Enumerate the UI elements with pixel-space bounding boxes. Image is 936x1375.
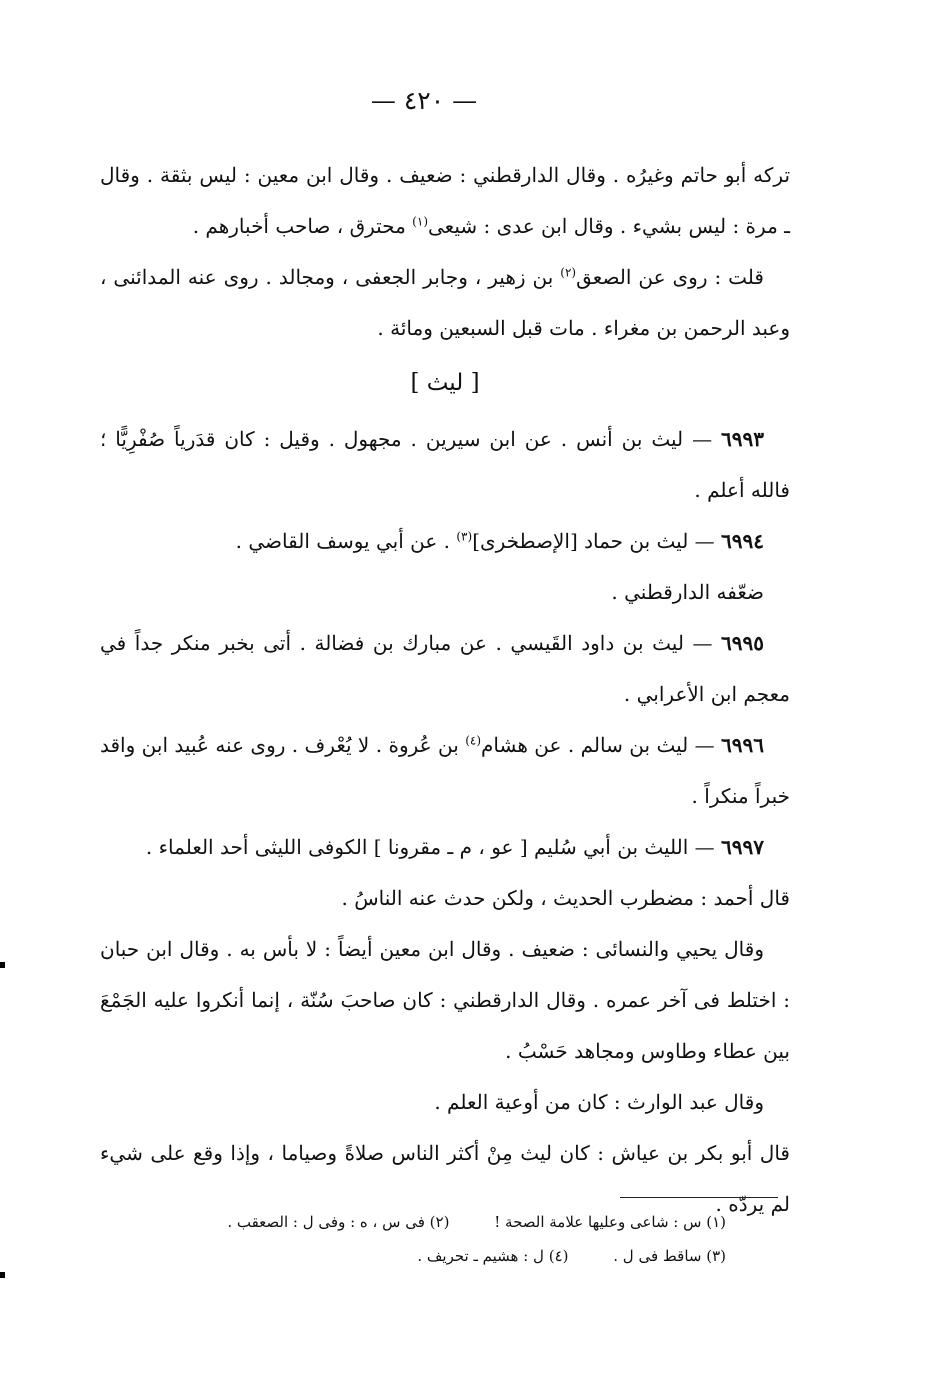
text-line: بن زهير ، وجابر الجعفى ، ومجالد . روى عنه المدائنى ، وعبد الرحمن بن مغراء . مات قبل السبعين ومائة . bbox=[100, 265, 790, 340]
entry-text: . عن أبي يوسف القاضي . bbox=[235, 529, 450, 553]
entry-text: وقال يحيي والنسائى : ضعيف . وقال ابن معين أيضاً : لا بأس به . وقال ابن حبان : اختلط فى آخر عمره . وقال الدارقطني : كان صاحبَ سُنّة ، إنما أنكروا عليه الجَمْعَ بين عطاء وطاوس ومجاهد حَسْبُ . bbox=[100, 937, 790, 1063]
entry-6996 bbox=[100, 720, 790, 822]
text-line: محترق ، صاحب أخبارهم . bbox=[192, 214, 406, 238]
entry-number: ٦٩٩٣ bbox=[721, 427, 765, 451]
entry-6994 bbox=[100, 516, 790, 567]
entry-text: ضعّفه الدارقطني . bbox=[611, 580, 764, 604]
paragraph-2 bbox=[100, 252, 790, 354]
entry-6993 bbox=[100, 414, 790, 516]
entry-6997 bbox=[100, 822, 790, 873]
main-text bbox=[100, 150, 790, 1230]
entry-6997-para-2 bbox=[100, 873, 790, 924]
text-line: تركه أبو حاتم وغيرُه . وقال الدارقطني : ضعيف . وقال ابن معين : ليس بثقة . bbox=[146, 163, 791, 187]
entry-number: ٦٩٩٧ bbox=[721, 835, 764, 859]
entry-text: — ليث بن سالم . عن هشام bbox=[481, 733, 715, 757]
heading-text: [ ليث ] bbox=[410, 370, 480, 396]
entry-number: ٦٩٩٤ bbox=[721, 529, 764, 553]
entry-text: — ليث بن أنس . عن ابن سيرين . مجهول . وقيل : كان قدَرياً صُفْرِيًّا ؛ فالله أعلم . bbox=[100, 427, 790, 502]
footnote-marker: (٤) bbox=[465, 733, 482, 748]
footnote-marker: (١) bbox=[412, 214, 428, 229]
footnote-line-1 bbox=[110, 1208, 726, 1236]
scan-edge-mark bbox=[0, 962, 5, 968]
scan-edge-mark bbox=[0, 1272, 5, 1278]
footnote-2: (٢) فى س ، ه : وفى ل : الصعقب . bbox=[227, 1213, 450, 1231]
section-heading bbox=[100, 356, 790, 410]
footnote-marker: (٣) bbox=[456, 529, 473, 544]
text-line: وقال ـ مرة : ليس بشيء . وقال ابن عدى : شيعى bbox=[100, 163, 790, 238]
entry-text: قال أبو بكر بن عياش : كان ليث مِنْ أكثر الناس صلاةً وصياما ، وإذا وقع على شيء لم يردّه . bbox=[100, 1141, 790, 1216]
footnote-4: (٤) ل : هشيم ـ تحريف . bbox=[417, 1247, 569, 1265]
entry-text: — الليث بن أبي سُليم [ عو ، م ـ مقرونا ] الكوفى الليثى أحد العلماء . bbox=[145, 835, 715, 859]
footnote-marker: (٢) bbox=[560, 265, 577, 280]
entry-text: وقال عبد الوارث : كان من أوعية العلم . bbox=[434, 1090, 764, 1114]
footnote-1: (١) س : شاعى وعليها علامة الصحة ! bbox=[494, 1213, 726, 1231]
entry-text: — ليث بن داود القَيسي . عن مبارك بن فضالة . أتى بخبر منكر جداً في معجم ابن الأعرابي . bbox=[100, 631, 790, 706]
entry-6997-para-3 bbox=[100, 924, 790, 1077]
entry-text: بن عُروة . لا يُعْرف . روى عنه عُبيد ابن واقد خبراً منكراً . bbox=[100, 733, 790, 808]
entry-6997-para-4 bbox=[100, 1077, 790, 1128]
footnote-line-2 bbox=[110, 1242, 726, 1270]
entry-text: — ليث بن حماد [الإصطخرى] bbox=[472, 529, 715, 553]
text-line: قلت : روى عن الصعق bbox=[576, 265, 764, 289]
entry-6995 bbox=[100, 618, 790, 720]
entry-6994-note bbox=[100, 567, 790, 618]
entry-number: ٦٩٩٥ bbox=[721, 631, 765, 655]
entry-number: ٦٩٩٦ bbox=[721, 733, 765, 757]
footnote-separator bbox=[620, 1197, 778, 1198]
entry-text: قال أحمد : مضطرب الحديث ، ولكن حدث عنه الناسُ . bbox=[341, 886, 790, 910]
page-number: — ٤٢٠ — bbox=[370, 86, 478, 115]
paragraph-1 bbox=[100, 150, 790, 252]
footnote-3: (٣) ساقط فى ل . bbox=[613, 1247, 726, 1265]
